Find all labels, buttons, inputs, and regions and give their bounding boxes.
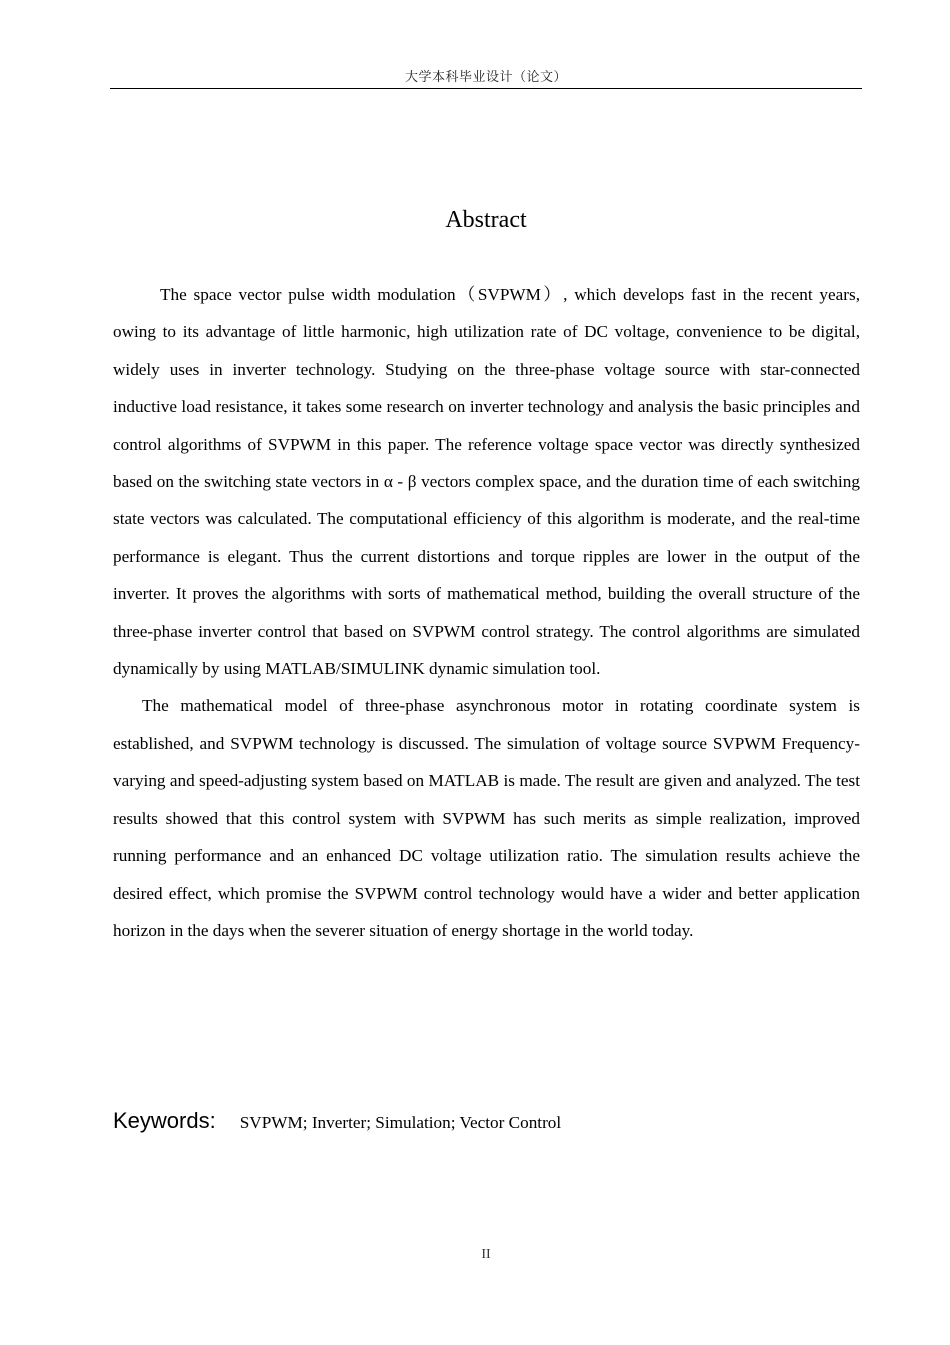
abstract-paragraph-2: The mathematical model of three-phase asynchronous motor in rotating coordinate system is established, and SVPWM technology is discussed. The simulation of voltage source SVPWM Frequency-varying and speed-adjusting system based on MATLAB is made. The result are given and analyzed. The test results showed that this control system with SVPWM has such merits as simple realization, improved running performance and an enhanced DC voltage utilization ratio. The simulation results achieve the desired effect, which promise the SVPWM control technology would have a wider and better application horizon in the days when the severer situation of energy shortage in the world today. — [113, 696, 860, 940]
keywords-label: Keywords: — [113, 1108, 216, 1133]
abstract-paragraph-1: The space vector pulse width modulation（SVPWM）, which develops fast in the recent years, owing to its advantage of little harmonic, high utilization rate of DC voltage, convenience to be digital, widely uses in inverter technology. Studying on the three-phase voltage source with star-connected inductive load resistance, it takes some research on inverter technology and analysis the basic principles and control algorithms of SVPWM in this paper. The reference voltage space vector was directly synthesized based on the switching state vectors in α - β vectors complex space, and the duration time of each switching state vectors was calculated. The computational efficiency of this algorithm is moderate, and the real-time performance is elegant. Thus the current distortions and torque ripples are lower in the output of the inverter. It proves the algorithms with sorts of mathematical method, building the overall structure of the three-phase inverter control that based on SVPWM control strategy. The control algorithms are simulated dynamically by using MATLAB/SIMULINK dynamic simulation tool. — [113, 285, 860, 679]
running-header: 大学本科毕业设计（论文） — [404, 70, 567, 85]
page-number: II — [481, 1247, 491, 1262]
keywords-value: SVPWM; Inverter; Simulation; Vector Control — [239, 1113, 562, 1132]
header-rule — [110, 88, 862, 89]
abstract-title: Abstract — [445, 207, 527, 233]
keywords-line — [113, 1108, 561, 1134]
abstract-body — [113, 276, 860, 949]
